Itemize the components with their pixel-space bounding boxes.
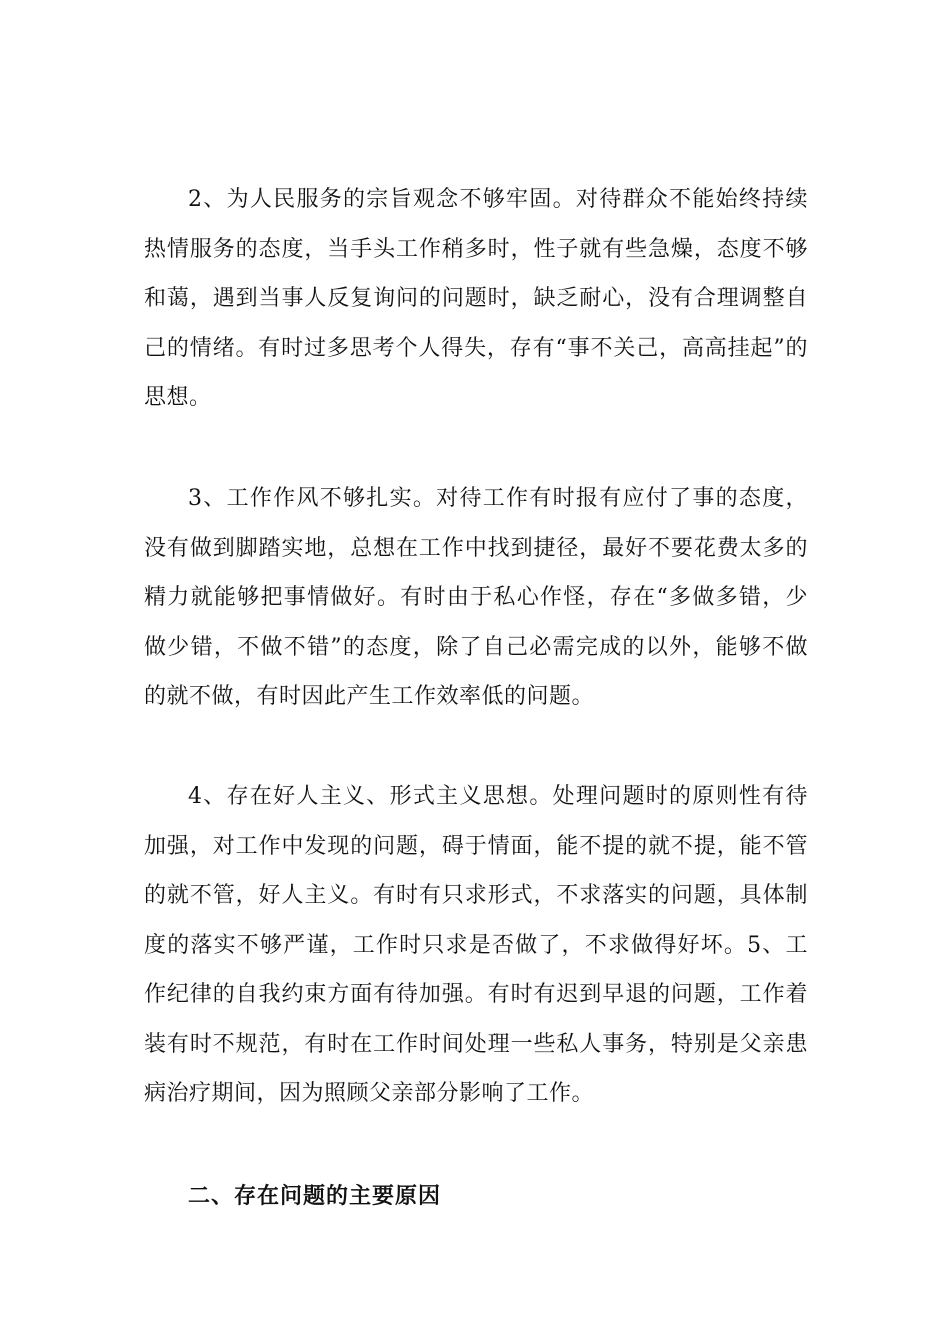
paragraph-item-2: 2、为人民服务的宗旨观念不够牢固。对待群众不能始终持续热情服务的态度，当手头工作稍多时，性子就有些急燥，态度不够和蔼，遇到当事人反复询问的问题时，缺乏耐心，没有合理调整自己的情绪。有时过多思考个人得失，存有“事不关己，高高挂起”的思想。: [144, 187, 808, 410]
section-heading: 二、存在问题的主要原因: [188, 1183, 442, 1209]
paragraph-item-4-5: 4、存在好人主义、形式主义思想。处理问题时的原则性有待加强，对工作中发现的问题，碍于情面，能不提的就不提，能不管的就不管，好人主义。有时有只求形式，不求落实的问题，具体制度的落实不够严谨，工作时只求是否做了，不求做得好坏。5、工作纪律的自我约束方面有待加强。有时有迟到早退的问题，工作着装有时不规范，有时在工作时间处理一些私人事务，特别是父亲患病治疗期间，因为照顾父亲部分影响了工作。: [144, 784, 808, 1106]
paragraph-item-3: 3、工作作风不够扎实。对待工作有时报有应付了事的态度，没有做到脚踏实地，总想在工作中找到捷径，最好不要花费太多的精力就能够把事情做好。有时由于私心作怪，存在“多做多错，少做少错，不做不错”的态度，除了自己必需完成的以外，能够不做的就不做，有时因此产生工作效率低的问题。: [144, 486, 808, 709]
